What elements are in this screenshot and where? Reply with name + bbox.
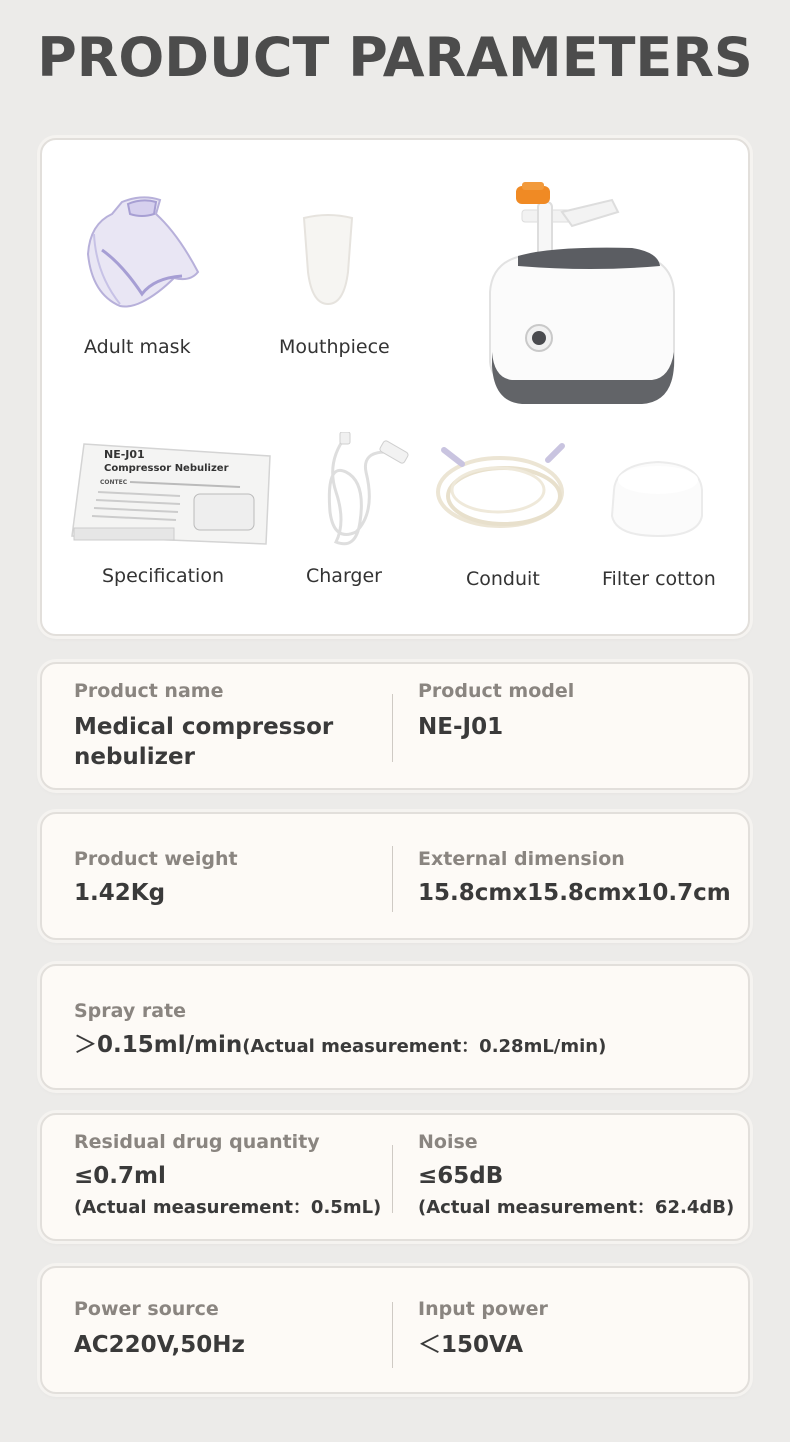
- param-label: External dimension: [418, 848, 625, 870]
- param-label: Spray rate: [74, 1000, 187, 1022]
- product-label-charger: Charger: [306, 565, 382, 587]
- param-value: ≤0.7ml: [74, 1163, 166, 1189]
- param-value: AC220V,50Hz: [74, 1332, 245, 1358]
- param-spray-rate: [74, 1000, 714, 1060]
- param-value: ＞0.15ml/min: [74, 1032, 243, 1058]
- param-noise: [418, 1131, 738, 1219]
- param-value: NE-J01: [418, 714, 504, 740]
- manual-model-text: NE-J01: [104, 448, 145, 461]
- param-product-name: [74, 680, 374, 772]
- nebulizer-device-icon: [482, 182, 682, 407]
- param-label: Power source: [74, 1298, 219, 1320]
- adult-mask-icon: [82, 194, 202, 324]
- param-note: (Actual measurement：0.28mL/min): [242, 1036, 607, 1057]
- product-label-filter-cotton: Filter cotton: [602, 568, 716, 590]
- param-note: (Actual measurement：0.5mL): [74, 1197, 382, 1218]
- param-label: Input power: [418, 1298, 548, 1320]
- param-value: 15.8cmx15.8cmx10.7cm: [418, 880, 731, 906]
- product-label-mouthpiece: Mouthpiece: [279, 336, 390, 358]
- param-power-source: [74, 1298, 374, 1360]
- manual-brand-text: CONTEC: [100, 479, 128, 486]
- column-divider: [392, 1302, 393, 1368]
- charger-cable-icon: [306, 432, 414, 550]
- conduit-tube-icon: [432, 440, 577, 540]
- param-note: (Actual measurement：62.4dB): [418, 1197, 735, 1218]
- param-value: ＜150VA: [418, 1332, 524, 1358]
- param-value: ≤65dB: [418, 1163, 504, 1189]
- param-label: Product weight: [74, 848, 238, 870]
- manual-title-text: Compressor Nebulizer: [104, 463, 229, 474]
- param-card-spray-rate: [40, 964, 750, 1090]
- param-card-name-model: [40, 662, 750, 790]
- param-label: Product name: [74, 680, 224, 702]
- param-value: Medical compressor nebulizer: [74, 714, 334, 770]
- param-product-model: [418, 680, 728, 742]
- page-title: PRODUCT PARAMETERS: [37, 26, 753, 89]
- param-card-power: [40, 1266, 750, 1394]
- param-value-line: [74, 1030, 714, 1060]
- column-divider: [392, 694, 393, 762]
- filter-cotton-icon: [608, 460, 706, 538]
- param-product-weight: [74, 848, 374, 908]
- param-value: 1.42Kg: [74, 880, 166, 906]
- param-label: Product model: [418, 680, 575, 702]
- param-input-power: [418, 1298, 728, 1360]
- param-card-weight-dimension: [40, 812, 750, 940]
- mouthpiece-icon: [298, 212, 358, 308]
- product-label-conduit: Conduit: [466, 568, 540, 590]
- param-external-dimension: [418, 848, 738, 908]
- param-residual-drug: [74, 1131, 394, 1219]
- column-divider: [392, 846, 393, 912]
- accessories-card: [40, 138, 750, 636]
- specification-manual-icon: [70, 440, 274, 548]
- product-label-adult-mask: Adult mask: [84, 336, 191, 358]
- column-divider: [392, 1145, 393, 1213]
- param-card-residual-noise: [40, 1113, 750, 1241]
- param-label: Residual drug quantity: [74, 1131, 320, 1153]
- param-label: Noise: [418, 1131, 478, 1153]
- product-label-specification: Specification: [102, 565, 224, 587]
